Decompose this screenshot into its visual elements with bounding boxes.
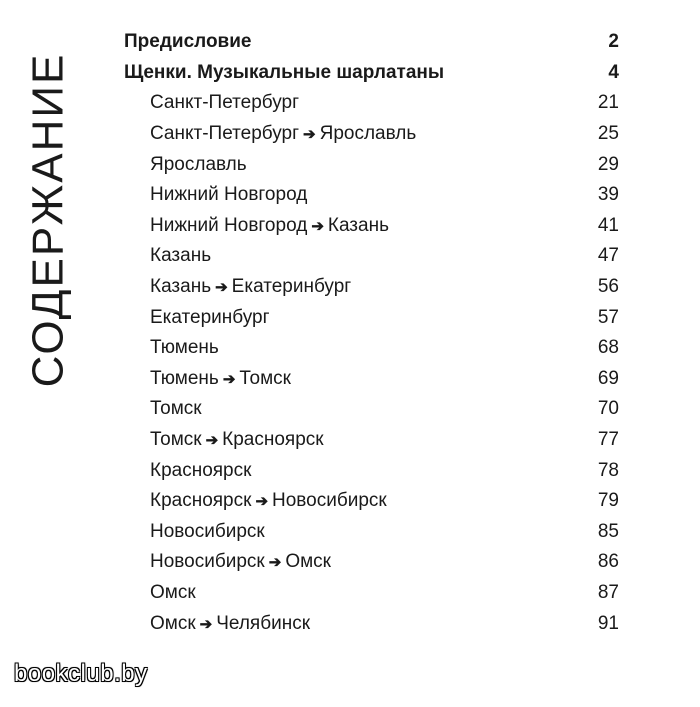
toc-page-number: 91 [597, 612, 619, 634]
toc-section-row[interactable] [124, 608, 619, 639]
toc-page-number: 86 [597, 551, 619, 573]
toc-entry-text: Омск [150, 612, 196, 634]
toc-entry-text: Санкт-Петербург [150, 123, 300, 145]
toc-entry-title [150, 460, 251, 482]
toc-section-row[interactable] [124, 88, 619, 119]
toc-section-row[interactable] [124, 517, 619, 548]
toc-entry-text: Омск [285, 551, 331, 573]
toc-entry-title [150, 184, 307, 206]
toc-section-row[interactable] [124, 364, 619, 395]
arrow-right-icon: ➔ [255, 493, 269, 511]
toc-section-row[interactable] [124, 394, 619, 425]
arrow-right-icon: ➔ [199, 615, 213, 633]
toc-entry-title [150, 276, 351, 298]
side-title: СОДЕРЖАНИЕ [23, 52, 73, 388]
toc-page-number: 69 [597, 367, 619, 389]
toc-entry-text: Челябинск [216, 612, 311, 634]
toc-page-number: 21 [597, 92, 619, 114]
toc-entry-title [124, 31, 252, 53]
toc-entry-text: Нижний Новгород [150, 184, 308, 206]
toc-section-row[interactable] [124, 578, 619, 609]
toc-entry-text: Казань [327, 214, 389, 236]
toc-entry-text: Омск [150, 581, 196, 603]
toc-chapter-row[interactable] [124, 58, 619, 89]
toc-page-number: 85 [597, 520, 619, 542]
toc-entry-title [150, 368, 291, 390]
toc-entry-text: Новосибирск [272, 490, 387, 512]
toc-page-number: 57 [597, 306, 619, 328]
toc-page-number: 4 [608, 61, 619, 83]
toc-entry-text: Новосибирск [150, 551, 265, 573]
side-title-wrapper [18, 35, 78, 405]
toc-section-row[interactable] [124, 149, 619, 180]
toc-section-row[interactable] [124, 241, 619, 272]
toc-section-row[interactable] [124, 119, 619, 150]
toc-entry-text: Тюмень [150, 367, 219, 389]
toc-section-row[interactable] [124, 333, 619, 364]
toc-section-row[interactable] [124, 486, 619, 517]
arrow-right-icon: ➔ [215, 279, 228, 297]
toc-page-number: 56 [597, 276, 619, 298]
toc-section-row[interactable] [124, 302, 619, 333]
toc-entry-title [150, 215, 389, 237]
toc-entry-text: Санкт-Петербург [150, 92, 300, 114]
toc-entry-text: Екатеринбург [231, 276, 352, 298]
toc-entry-title [150, 154, 247, 176]
toc-entry-text: Казань [150, 245, 212, 267]
toc-entry-title [150, 337, 219, 359]
toc-entry-text: Щенки. Музыкальные шарлатаны [124, 61, 445, 83]
toc-entry-text: Ярославль [319, 123, 417, 145]
toc-entry-title [150, 429, 324, 451]
toc-page-number: 2 [608, 31, 619, 53]
toc-entry-title [150, 613, 310, 635]
toc-entry-text: Тюмень [150, 337, 219, 359]
toc-section-row[interactable] [124, 425, 619, 456]
arrow-right-icon: ➔ [311, 217, 324, 235]
toc-entry-title [150, 582, 196, 604]
arrow-right-icon: ➔ [303, 126, 316, 144]
toc-entry-title [150, 307, 270, 329]
toc-page-number: 87 [597, 581, 619, 603]
toc-entry-text: Предисловие [124, 31, 252, 53]
toc-chapter-row[interactable] [124, 27, 619, 58]
toc-section-row[interactable] [124, 455, 619, 486]
arrow-right-icon: ➔ [268, 554, 282, 572]
toc-entry-text: Ярославль [150, 153, 247, 175]
toc-entry-text: Томск [150, 429, 202, 451]
toc-page-number: 68 [597, 337, 619, 359]
table-of-contents [124, 27, 619, 639]
arrow-right-icon: ➔ [205, 432, 219, 450]
toc-entry-title [150, 521, 265, 543]
toc-page-number: 77 [597, 429, 619, 451]
toc-entry-title [150, 398, 202, 420]
toc-entry-text: Красноярск [150, 490, 252, 512]
watermark: bookclub.by [14, 660, 148, 687]
toc-page-number: 41 [597, 214, 619, 236]
toc-page-number: 78 [597, 459, 619, 481]
toc-page-number: 29 [597, 153, 619, 175]
toc-entry-text: Новосибирск [150, 520, 265, 542]
toc-entry-title [124, 62, 444, 84]
toc-entry-text: Красноярск [222, 429, 324, 451]
toc-entry-text: Нижний Новгород [150, 214, 308, 236]
toc-page-number: 79 [597, 490, 619, 512]
toc-entry-title [150, 551, 331, 573]
toc-page-number: 70 [597, 398, 619, 420]
toc-page-number: 47 [597, 245, 619, 267]
toc-page-number: 39 [597, 184, 619, 206]
toc-section-row[interactable] [124, 272, 619, 303]
toc-entry-text: Екатеринбург [150, 306, 270, 328]
toc-entry-title [150, 92, 299, 114]
toc-entry-text: Томск [239, 367, 291, 389]
toc-entry-title [150, 123, 416, 145]
toc-section-row[interactable] [124, 211, 619, 242]
toc-section-row[interactable] [124, 547, 619, 578]
toc-entry-title [150, 245, 211, 267]
arrow-right-icon: ➔ [222, 370, 236, 388]
toc-entry-text: Казань [150, 276, 212, 298]
toc-section-row[interactable] [124, 180, 619, 211]
toc-entry-text: Красноярск [150, 459, 252, 481]
toc-entry-text: Томск [150, 398, 202, 420]
toc-page-number: 25 [597, 123, 619, 145]
toc-entry-title [150, 490, 387, 512]
